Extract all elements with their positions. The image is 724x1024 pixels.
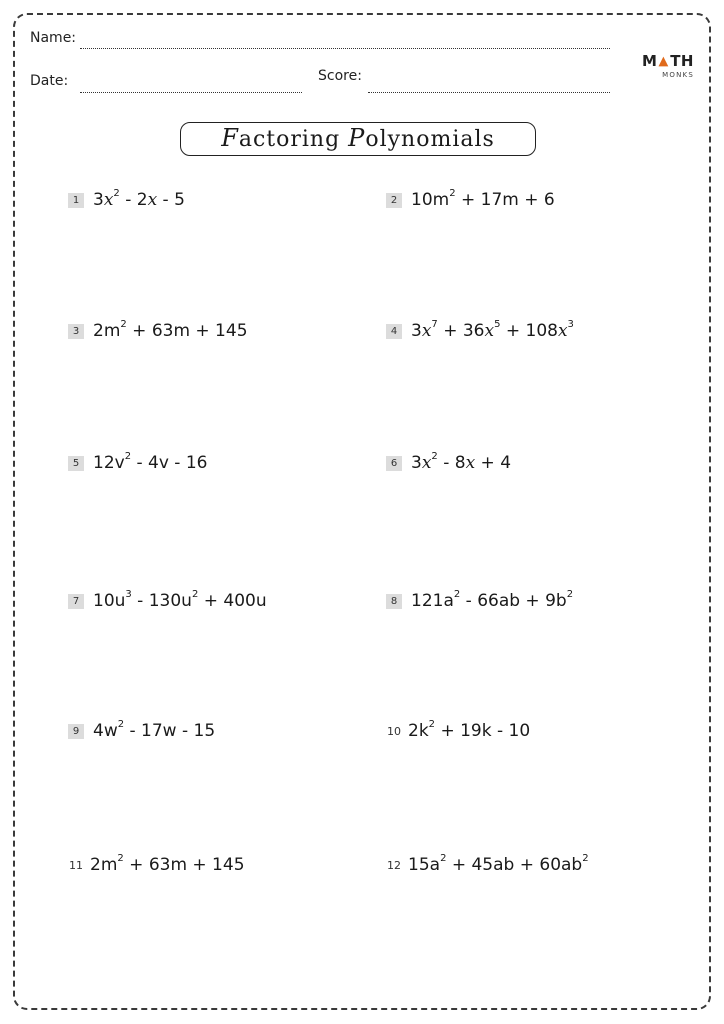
problem-expression: $2m^2 + 63m + 145$ [93, 319, 248, 341]
problem-number: 8 [386, 594, 402, 609]
name-label: Name: [30, 30, 77, 46]
logo-subtitle: MONKS [662, 71, 694, 79]
problem-expression: $3x^7 + 36x^5 + 108x^3$ [411, 319, 574, 341]
logo-letter-m: M [642, 52, 658, 70]
problem-item [68, 319, 248, 343]
problem-number: 10 [387, 724, 401, 738]
problem-number: 12 [387, 858, 401, 872]
problem-item [68, 589, 267, 613]
problem-item [68, 451, 207, 475]
problem-item [386, 853, 589, 877]
problem-expression: $3x^2 - 8x + 4$ [411, 451, 512, 473]
problem-item [386, 319, 574, 343]
triangle-icon [658, 56, 669, 67]
problem-expression: $4w^2 - 17w - 15$ [93, 719, 216, 741]
problem-item [386, 451, 511, 475]
worksheet-title: Factoring Polynomials [180, 122, 536, 156]
problem-expression: $10m^2 + 17m + 6$ [411, 188, 555, 210]
problem-number: 7 [68, 594, 84, 609]
logo-letters-th: TH [670, 52, 694, 70]
problem-item [386, 589, 573, 613]
date-field[interactable] [80, 92, 302, 93]
problem-expression: $121a^2 - 66ab + 9b^2$ [411, 589, 574, 611]
problem-number: 3 [68, 324, 84, 339]
problem-number: 1 [68, 193, 84, 208]
problem-number: 6 [386, 456, 402, 471]
score-label: Score: [318, 68, 362, 84]
problem-number: 11 [69, 858, 83, 872]
name-field[interactable] [80, 48, 610, 49]
problem-expression: $2k^2 + 19k - 10$ [408, 719, 531, 741]
math-monks-logo [642, 52, 694, 79]
problem-expression: $12v^2 - 4v - 16$ [93, 451, 208, 473]
problem-item [68, 719, 215, 743]
problem-expression: $2m^2 + 63m + 145$ [90, 853, 245, 875]
problem-item [68, 188, 185, 212]
problem-number: 9 [68, 724, 84, 739]
date-label: Date: [30, 73, 69, 89]
problem-item [386, 719, 530, 743]
problem-item [68, 853, 245, 877]
problem-expression: $10u^3 - 130u^2 + 400u$ [93, 589, 267, 611]
score-field[interactable] [368, 92, 610, 93]
problem-item [386, 188, 555, 212]
problem-expression: $15a^2 + 45ab + 60ab^2$ [408, 853, 589, 875]
problem-expression: $3x^2 - 2x - 5$ [93, 188, 185, 210]
problem-number: 5 [68, 456, 84, 471]
problem-number: 2 [386, 193, 402, 208]
problem-number: 4 [386, 324, 402, 339]
